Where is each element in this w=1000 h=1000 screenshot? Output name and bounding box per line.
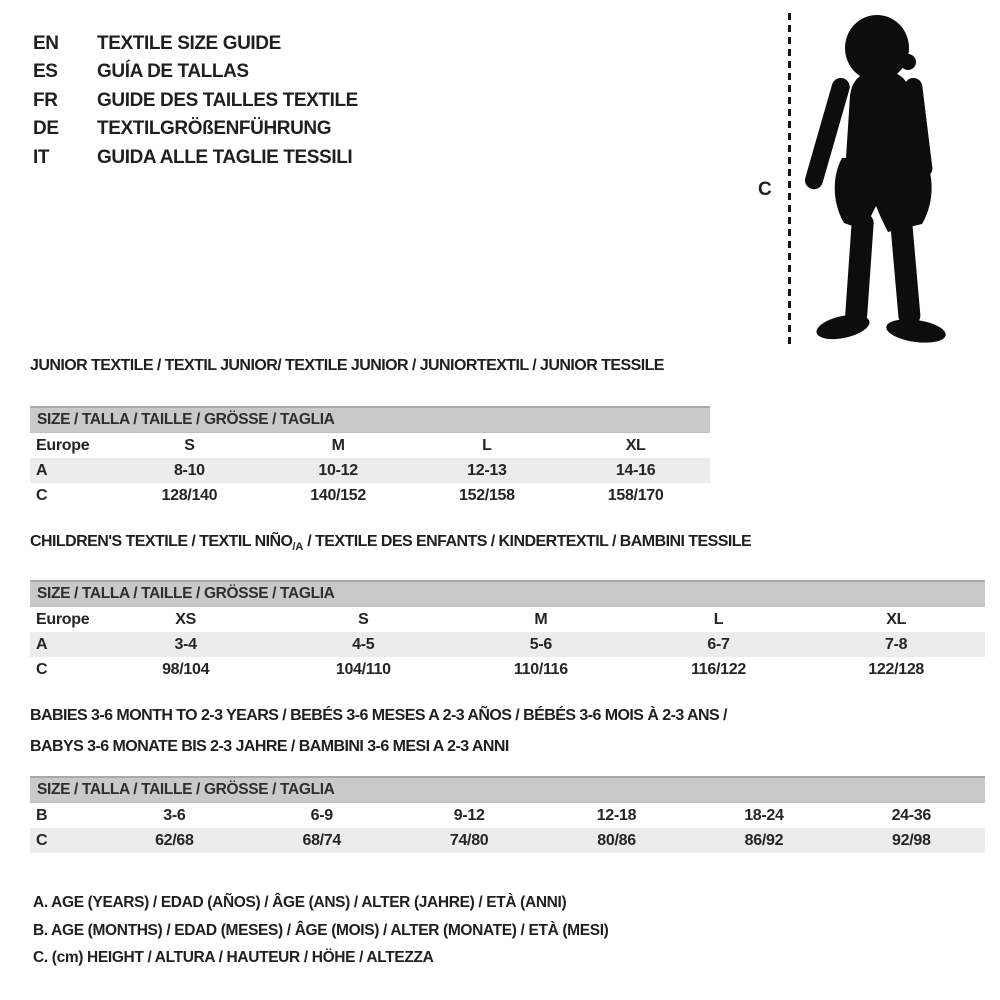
size-value-cell: 24-36 — [891, 806, 932, 824]
language-row — [33, 30, 358, 58]
size-value-cell: XL — [625, 436, 646, 454]
language-code: ES — [33, 61, 58, 83]
size-band-header: SIZE / TALLA / TAILLE / GRÖSSE / TAGLIA — [30, 580, 985, 607]
row-label: C — [36, 660, 48, 678]
language-header — [33, 30, 358, 172]
language-title: GUIDE DES TAILLES TEXTILE — [97, 89, 358, 111]
height-marker-label: C — [758, 179, 772, 200]
row-label: B — [36, 806, 48, 824]
height-dashed-line — [788, 13, 791, 344]
size-value-cell: 152/158 — [459, 486, 515, 504]
size-value-cell: 4-5 — [352, 635, 375, 653]
size-value-cell: 18-24 — [744, 806, 784, 824]
size-value-cell: 12-18 — [596, 806, 637, 824]
language-row — [33, 115, 358, 143]
footnote-a: A. AGE (YEARS) / EDAD (AÑOS) / ÂGE (ANS) / ALTER (JAHRE) / ETÀ (ANNI) — [33, 894, 567, 911]
section-title: JUNIOR TEXTILE / TEXTIL JUNIOR/ TEXTILE JUNIOR / JUNIORTEXTIL / JUNIOR TESSILE — [30, 357, 664, 374]
language-row — [33, 58, 358, 86]
size-value-cell: 140/152 — [310, 486, 366, 504]
size-value-cell: 9-12 — [453, 806, 485, 824]
size-value-cell: 86/92 — [744, 831, 784, 849]
section-title-line2: BABYS 3-6 MONATE BIS 2-3 JAHRE / BAMBINI 3-6 MESI A 2-3 ANNI — [30, 738, 509, 755]
size-value-cell: 3-4 — [174, 635, 197, 653]
babies-textile-section — [30, 703, 985, 853]
table-row — [30, 433, 710, 458]
junior-size-table — [30, 433, 710, 508]
table-row — [30, 632, 985, 657]
size-band-header: SIZE / TALLA / TAILLE / GRÖSSE / TAGLIA — [30, 406, 710, 433]
size-value-cell: XL — [886, 610, 907, 628]
size-value-cell: M — [534, 610, 548, 628]
children-size-table — [30, 607, 985, 682]
row-label: Europe — [36, 436, 90, 454]
row-label: A — [36, 461, 48, 479]
table-row — [30, 483, 710, 508]
size-value-cell: 10-12 — [318, 461, 358, 479]
size-value-cell: 110/116 — [513, 660, 568, 678]
language-code: EN — [33, 33, 59, 54]
size-value-cell: 5-6 — [529, 635, 553, 653]
toddler-silhouette-icon — [798, 8, 960, 348]
size-value-cell: XS — [175, 610, 197, 628]
table-row — [30, 803, 985, 828]
size-value-cell: 12-13 — [467, 461, 507, 479]
section-title: CHILDREN'S TEXTILE / TEXTIL $NIÑO_{/A}$ / TEXTILE DES ENFANTS / KINDERTEXTIL / BAMBINI TESSILE — [30, 533, 752, 553]
language-title: GUIDA ALLE TAGLIE TESSILI — [97, 146, 353, 168]
size-band-header: SIZE / TALLA / TAILLE / GRÖSSE / TAGLIA — [30, 776, 985, 803]
table-row — [30, 607, 985, 632]
section-title: BABIES 3-6 MONTH TO 2-3 YEARS / BEBÉS 3-6 MESES A 2-3 AÑOS / BÉBÉS 3-6 MOIS À 2-3 ANS / BABYS 3-6 MONATE BIS 2-3 JAHRE / BAMBINI 3-6 MESI A 2-3 ANNI — [30, 703, 985, 760]
footnote-b: B. AGE (MONTHS) / EDAD (MESES) / ÂGE (MOIS) / ALTER (MONATE) / ETÀ (MESI) — [33, 921, 609, 939]
size-value-cell: 7-8 — [885, 635, 908, 653]
language-title: TEXTILE SIZE GUIDE — [97, 33, 281, 54]
size-value-cell: 3-6 — [163, 806, 186, 824]
babies-size-table — [30, 803, 985, 853]
size-value-cell: S — [184, 436, 195, 454]
size-value-cell: 122/128 — [868, 660, 925, 678]
size-value-cell: 14-16 — [615, 461, 656, 479]
footnote-c: C. (cm) HEIGHT / ALTURA / HAUTEUR / HÖHE / ALTEZZA — [33, 949, 434, 966]
size-value-cell: 8-10 — [173, 461, 205, 479]
size-value-cell: S — [358, 610, 369, 628]
row-label: C — [36, 486, 48, 504]
language-code: IT — [33, 146, 50, 168]
size-value-cell: M — [331, 436, 345, 454]
table-row — [30, 458, 710, 483]
language-code: FR — [33, 89, 58, 111]
size-value-cell: 92/98 — [892, 831, 931, 849]
size-value-cell: 128/140 — [161, 486, 218, 504]
junior-textile-section — [30, 354, 710, 508]
size-value-cell: 116/122 — [691, 660, 746, 678]
language-row — [33, 87, 358, 115]
language-title: TEXTILGRÖßENFÜHRUNG — [97, 118, 332, 140]
row-label: Europe — [36, 610, 90, 628]
size-value-cell: 68/74 — [302, 831, 342, 849]
size-value-cell: 104/110 — [335, 660, 391, 678]
table-row — [30, 657, 985, 682]
size-value-cell: 98/104 — [162, 660, 210, 678]
language-code: DE — [33, 118, 59, 140]
size-value-cell: 6-9 — [310, 806, 333, 824]
language-row — [33, 144, 358, 172]
language-title: GUÍA DE TALLAS — [97, 61, 249, 83]
size-value-cell: 80/86 — [597, 831, 636, 849]
size-value-cell: 74/80 — [449, 831, 489, 849]
size-value-cell: 158/170 — [607, 486, 664, 504]
size-value-cell: 62/68 — [155, 831, 194, 849]
size-value-cell: L — [482, 436, 492, 454]
size-value-cell: L — [713, 610, 724, 628]
table-row — [30, 828, 985, 853]
footnotes — [33, 889, 608, 972]
children-textile-section — [30, 530, 985, 682]
size-value-cell: 6-7 — [707, 635, 730, 653]
row-label: C — [36, 831, 48, 849]
row-label: A — [36, 635, 48, 653]
